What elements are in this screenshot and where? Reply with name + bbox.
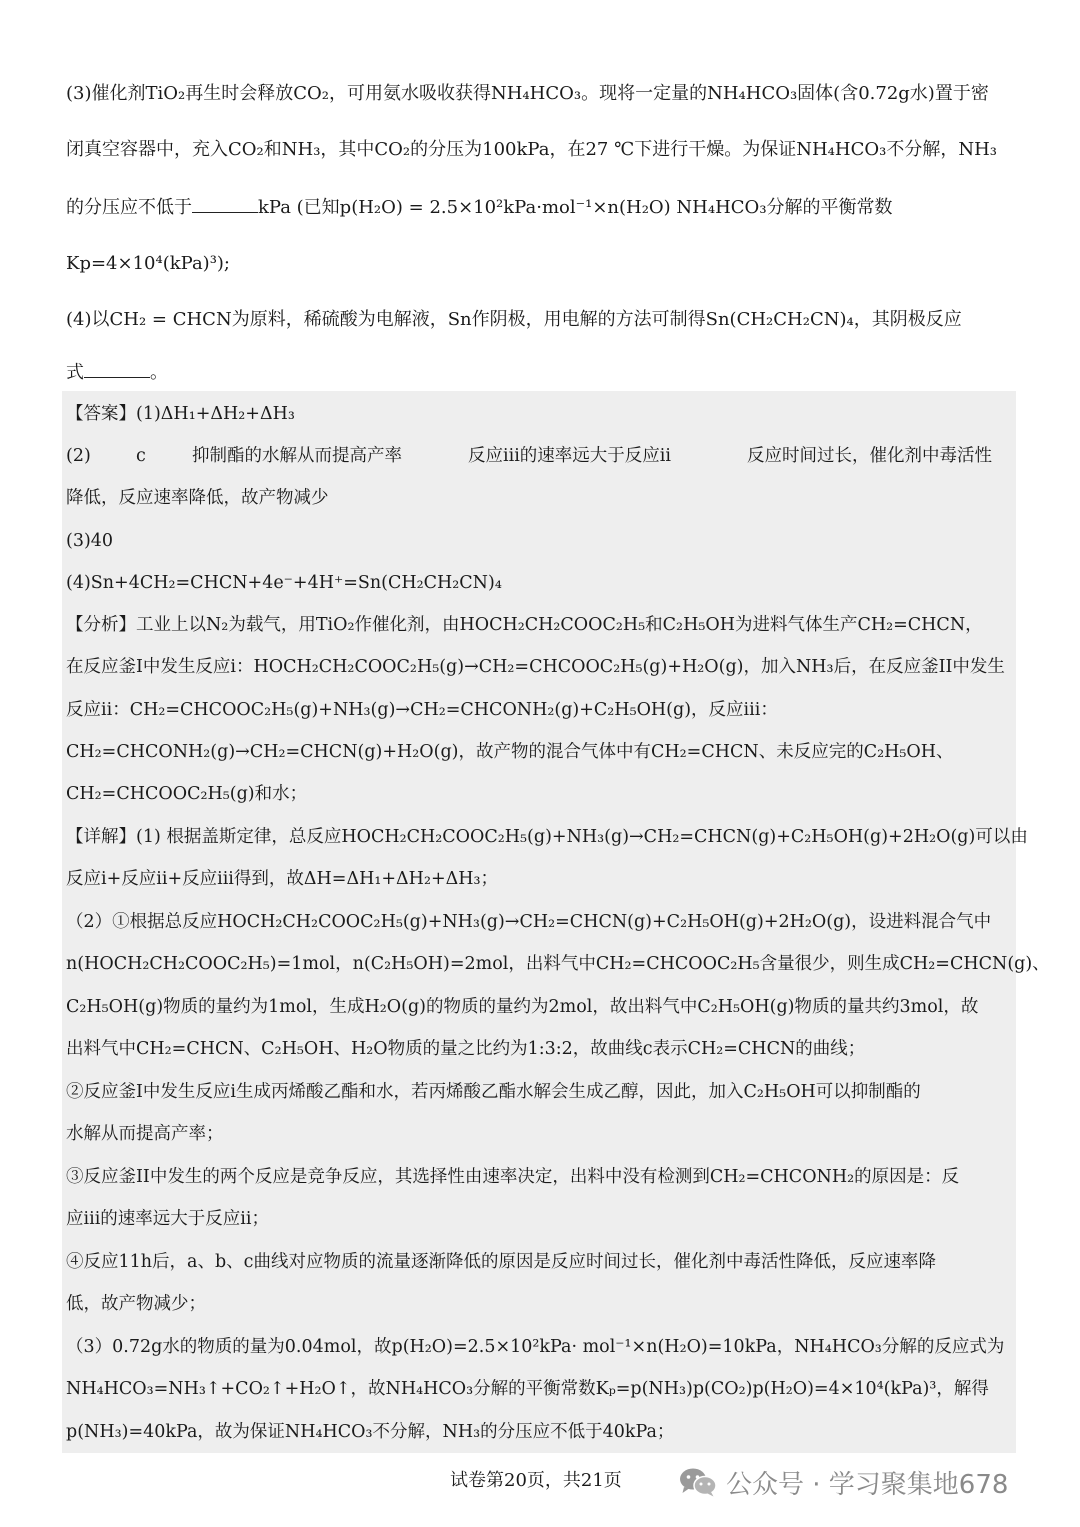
- answer-line: (3)40: [66, 531, 114, 551]
- analysis-line: CH₂=CHCOOC₂H₅(g)和水；: [66, 784, 308, 804]
- answer-part-label: (2): [66, 446, 91, 466]
- detail-line: （3）0.72g水的物质的量为0.04mol，故p(H₂O)=2.5×10²kPa· mol⁻¹×n(H₂O)=10kPa，NH₄HCO₃分解的反应式为: [66, 1337, 1005, 1357]
- answer-line: (4)Sn+4CH₂=CHCN+4e⁻+4H⁺=Sn(CH₂CH₂CN)₄: [66, 573, 502, 593]
- detail-line: 水解从而提高产率；: [66, 1124, 224, 1144]
- detail-line: 【详解】(1) 根据盖斯定律，总反应HOCH₂CH₂COOC₂H₅(g)+NH₃(g)→CH₂=CHCN(g)+C₂H₅OH(g)+2H₂O(g)可以由: [66, 827, 1028, 847]
- detail-line: ③反应釜II中发生的两个反应是竞争反应，其选择性由速率决定，出料中没有检测到CH₂=CHCONH₂的原因是：反: [66, 1167, 960, 1187]
- detail-line: C₂H₅OH(g)物质的量约为1mol，生成H₂O(g)的物质的量约为2mol，故出料气中C₂H₅OH(g)物质的量共约3mol，故: [66, 997, 979, 1017]
- analysis-line: 反应ii：CH₂=CHCOOC₂H₅(g)+NH₃(g)→CH₂=CHCONH₂(g)+C₂H₅OH(g)，反应iii：: [66, 700, 778, 720]
- detail-line: 反应i+反应ii+反应iii得到，故ΔH=ΔH₁+ΔH₂+ΔH₃；: [66, 869, 499, 889]
- question-line: [66, 359, 168, 385]
- watermark: [678, 1462, 1008, 1502]
- question-text: kPa (已知p(H₂O) = 2.5×10²kPa·mol⁻¹×n(H₂O) NH₄HCO₃分解的平衡常数: [258, 197, 893, 218]
- answer-blank[interactable]: [192, 194, 258, 213]
- answer-text: 抑制酯的水解从而提高产率: [192, 446, 402, 466]
- detail-line: ②反应釜I中发生反应i生成丙烯酸乙酯和水，若丙烯酸乙酯水解会生成乙醇，因此，加入C₂H₅OH可以抑制酯的: [66, 1082, 921, 1102]
- detail-line: NH₄HCO₃=NH₃↑+CO₂↑+H₂O↑，故NH₄HCO₃分解的平衡常数Kₚ=p(NH₃)p(CO₂)p(H₂O)=4×10⁴(kPa)³，解得: [66, 1379, 989, 1399]
- analysis-line: 【分析】工业上以N₂为载气，用TiO₂作催化剂，由HOCH₂CH₂COOC₂H₅和C₂H₅OH为进料气体生产CH₂=CHCN，: [66, 615, 983, 635]
- question-text: 的分压应不低于: [66, 197, 192, 218]
- answer-blank[interactable]: [84, 359, 150, 378]
- wechat-icon: [678, 1466, 718, 1498]
- detail-line: 应iii的速率远大于反应ii；: [66, 1209, 269, 1229]
- question-line: Kp=4×10⁴(kPa)³);: [66, 253, 230, 274]
- analysis-line: 在反应釜I中发生反应i：HOCH₂CH₂COOC₂H₅(g)→CH₂=CHCOOC₂H₅(g)+H₂O(g)，加入NH₃后，在反应釜II中发生: [66, 657, 1005, 677]
- answer-line: 降低，反应速率降低，故产物减少: [66, 488, 329, 508]
- answer-text: 反应iii的速率远大于反应ii: [468, 446, 671, 466]
- detail-line: n(HOCH₂CH₂COOC₂H₅)=1mol，n(C₂H₅OH)=2mol，出料气中CH₂=CHCOOC₂H₅含量很少，则生成CH₂=CHCN(g)、: [66, 954, 1050, 974]
- question-line: [66, 194, 893, 220]
- question-line: (4)以CH₂ = CHCN为原料，稀硫酸为电解液，Sn作阴极，用电解的方法可制得Sn(CH₂CH₂CN)₄，其阴极反应: [66, 309, 962, 330]
- question-line: (3)催化剂TiO₂再生时会释放CO₂，可用氨水吸收获得NH₄HCO₃。现将一定量的NH₄HCO₃固体(含0.72g水)置于密: [66, 83, 989, 104]
- detail-line: （2）①根据总反应HOCH₂CH₂COOC₂H₅(g)+NH₃(g)→CH₂=CHCN(g)+C₂H₅OH(g)+2H₂O(g)，设进料混合气中: [66, 912, 992, 932]
- detail-line: 低，故产物减少；: [66, 1294, 206, 1314]
- answer-choice: c: [136, 446, 146, 466]
- question-text: 式: [66, 362, 84, 383]
- answer-text: 反应时间过长，催化剂中毒活性: [747, 446, 992, 466]
- analysis-line: CH₂=CHCONH₂(g)→CH₂=CHCN(g)+H₂O(g)，故产物的混合气体中有CH₂=CHCN、未反应完的C₂H₅OH、: [66, 742, 954, 762]
- detail-line: 出料气中CH₂=CHCN、C₂H₅OH、H₂O物质的量之比约为1:3:2，故曲线c表示CH₂=CHCN的曲线；: [66, 1039, 866, 1059]
- page-footer: 试卷第20页，共21页: [450, 1470, 622, 1491]
- question-text: 。: [150, 362, 168, 383]
- detail-line: p(NH₃)=40kPa，故为保证NH₄HCO₃不分解，NH₃的分压应不低于40kPa；: [66, 1422, 675, 1442]
- answer-line: [66, 444, 1016, 468]
- watermark-text: 公众号 · 学习聚集地678: [726, 1469, 1009, 1500]
- detail-line: ④反应11h后，a、b、c曲线对应物质的流量逐渐降低的原因是反应时间过长，催化剂中毒活性降低，反应速率降: [66, 1252, 936, 1272]
- question-line: 闭真空容器中，充入CO₂和NH₃，其中CO₂的分压为100kPa，在27 ℃下进行干燥。为保证NH₄HCO₃不分解，NH₃: [66, 139, 997, 160]
- answer-line: 【答案】(1)ΔH₁+ΔH₂+ΔH₃: [66, 404, 295, 424]
